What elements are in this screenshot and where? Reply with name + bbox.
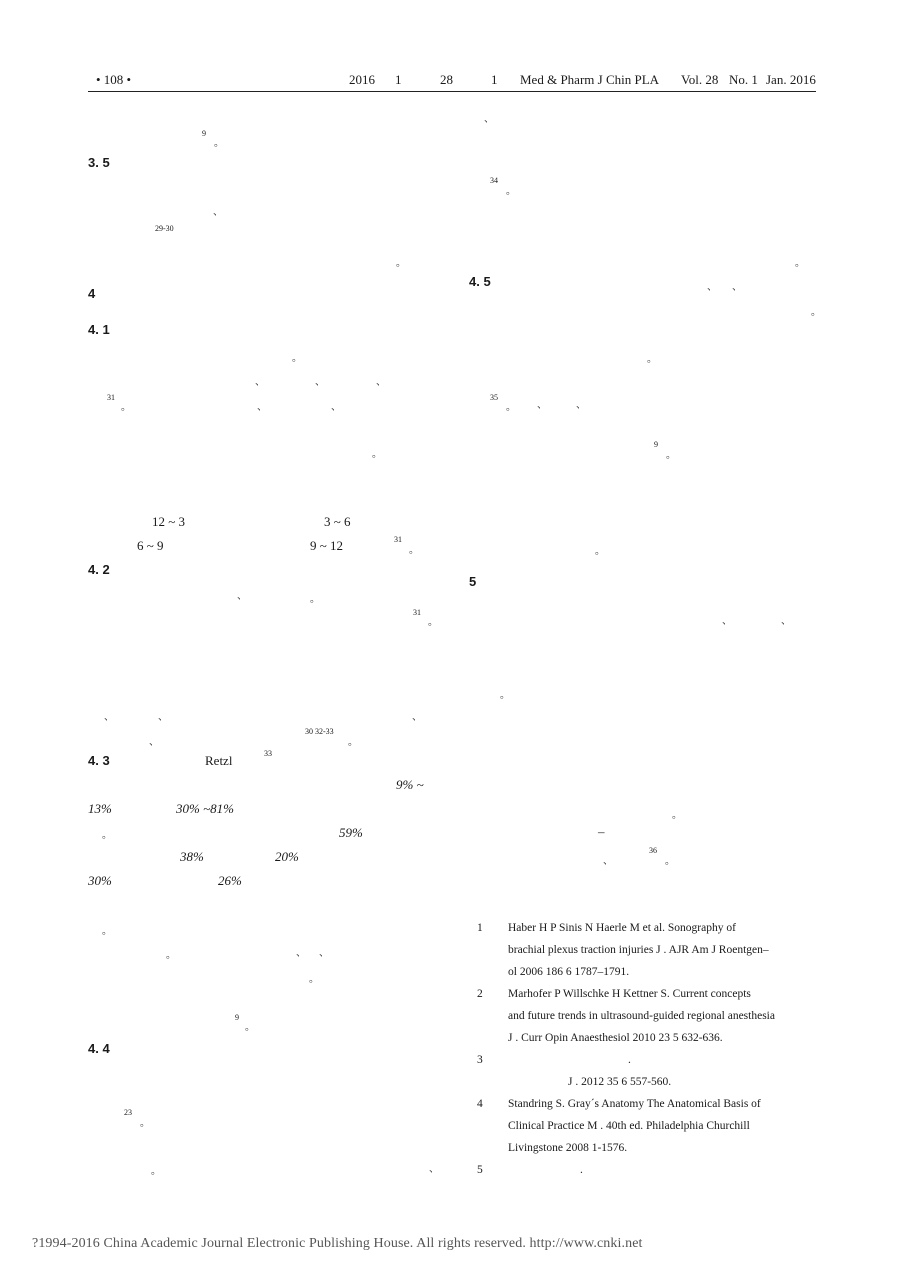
enumeration-mark: 、: [781, 616, 791, 627]
period-mark: 。: [292, 353, 302, 364]
reference-line: J . 2012 35 6 557-560.: [568, 1076, 672, 1088]
header-year: 2016: [349, 72, 375, 87]
reference-number: 5: [477, 1164, 483, 1176]
enumeration-mark: 、: [484, 114, 494, 125]
percentage: 20%: [275, 849, 299, 864]
enumeration-mark: 、: [722, 616, 732, 627]
reference-line: Haber H P Sinis N Haerle M et al. Sonography of: [508, 922, 736, 934]
section-heading-5: 5: [469, 574, 477, 589]
journal-volume: Vol. 28: [681, 72, 719, 87]
period-mark: 。: [811, 307, 821, 318]
period-mark: 。: [500, 690, 510, 701]
period-mark: 。: [396, 258, 406, 269]
header-num: 1: [491, 72, 498, 87]
period-mark: 。: [348, 737, 358, 748]
section-heading-4-5: 4. 5: [469, 274, 491, 289]
enumeration-mark: 、: [319, 948, 329, 959]
reference-number: 3: [477, 1054, 483, 1066]
reference-line: Livingstone 2008 1-1576.: [508, 1142, 628, 1154]
clock-position-12-3: 12 ~ 3: [152, 514, 186, 529]
reference-number: 2: [477, 988, 483, 1000]
period-mark: 。: [245, 1022, 255, 1033]
period-mark: 。: [151, 1166, 161, 1177]
reference-line: .: [628, 1054, 631, 1066]
citation: 30 32-33: [305, 727, 334, 736]
dash-mark: –: [598, 824, 605, 839]
copyright-footer: ?1994-2016 China Academic Journal Electronic Publishing House. All rights reserved. http://www.cnki.net: [32, 1236, 643, 1251]
enumeration-mark: 、: [257, 402, 267, 413]
enumeration-mark: 、: [732, 282, 742, 293]
enumeration-mark: 、: [603, 856, 613, 867]
clock-position-6-9: 6 ~ 9: [137, 538, 164, 553]
enumeration-mark: 、: [296, 948, 306, 959]
percentage: 38%: [180, 849, 204, 864]
reference-line: Clinical Practice M . 40th ed. Philadelphia Churchill: [508, 1120, 750, 1132]
percentage: 26%: [218, 873, 242, 888]
enumeration-mark: 、: [237, 591, 247, 602]
period-mark: 。: [372, 449, 382, 460]
reference-number: 1: [477, 922, 483, 934]
period-mark: 。: [310, 594, 320, 605]
percentage: 30% ~81%: [176, 801, 234, 816]
period-mark: 。: [409, 545, 419, 556]
clock-position-9-12: 9 ~ 12: [310, 538, 344, 553]
percentage: 30%: [88, 873, 112, 888]
period-mark: 。: [647, 354, 657, 365]
enumeration-mark: 、: [149, 737, 159, 748]
period-mark: 。: [506, 186, 516, 197]
reference-line: Marhofer P Willschke H Kettner S. Current concepts: [508, 988, 751, 1000]
header-volume: 28: [440, 72, 453, 87]
enumeration-mark: 、: [158, 712, 168, 723]
citation: 35: [490, 393, 498, 402]
reference-line: .: [580, 1164, 583, 1176]
section-heading-4-1: 4. 1: [88, 322, 110, 337]
journal-number: No. 1: [729, 72, 758, 87]
percentage: 59%: [339, 825, 363, 840]
period-mark: 。: [140, 1118, 150, 1129]
citation: 31: [107, 393, 115, 402]
reference-line: Standring S. Gray´s Anatomy The Anatomical Basis of: [508, 1098, 761, 1110]
clock-position-3-6: 3 ~ 6: [324, 514, 351, 529]
citation: 9: [654, 440, 658, 449]
period-mark: 。: [665, 856, 675, 867]
reference-line: and future trends in ultrasound-guided regional anesthesia: [508, 1010, 775, 1022]
period-mark: 。: [428, 617, 438, 628]
journal-name: Med & Pharm J Chin PLA: [520, 72, 660, 87]
period-mark: 。: [121, 402, 131, 413]
period-mark: 。: [795, 258, 805, 269]
section-heading-4: 4: [88, 286, 96, 301]
period-mark: 。: [309, 974, 319, 985]
enumeration-mark: 、: [537, 400, 547, 411]
enumeration-mark: 、: [331, 402, 341, 413]
period-mark: 。: [666, 450, 676, 461]
percentage: 13%: [88, 801, 112, 816]
percentage: 9% ~: [396, 777, 424, 792]
header-issue: 1: [395, 72, 402, 87]
enumeration-mark: 、: [707, 282, 717, 293]
header-rule: [88, 91, 816, 92]
citation: 36: [649, 846, 657, 855]
citation: 9: [235, 1013, 239, 1022]
enumeration-mark: 、: [315, 377, 325, 388]
journal-date: Jan. 2016: [766, 72, 816, 87]
citation: 9: [202, 129, 206, 138]
period-mark: 。: [214, 138, 224, 149]
enumeration-mark: 、: [213, 207, 223, 218]
enumeration-mark: 、: [104, 712, 114, 723]
period-mark: 。: [102, 926, 112, 937]
citation: 31: [394, 535, 402, 544]
page-number: • 108 •: [96, 72, 132, 87]
citation: 23: [124, 1108, 132, 1117]
citation: 34: [490, 176, 498, 185]
citation: 33: [264, 749, 272, 758]
reference-line: ol 2006 186 6 1787–1791.: [508, 966, 630, 978]
reference-line: J . Curr Opin Anaesthesiol 2010 23 5 632-636.: [508, 1032, 723, 1044]
section-heading-3-5: 3. 5: [88, 155, 110, 170]
enumeration-mark: 、: [376, 377, 386, 388]
period-mark: 。: [595, 546, 605, 557]
author-retzl: Retzl: [205, 753, 233, 768]
enumeration-mark: 、: [255, 377, 265, 388]
period-mark: 。: [102, 830, 112, 841]
enumeration-mark: 、: [576, 400, 586, 411]
enumeration-mark: 、: [412, 712, 422, 723]
section-heading-4-3: 4. 3: [88, 753, 110, 768]
section-heading-4-2: 4. 2: [88, 562, 110, 577]
enumeration-mark: 、: [429, 1164, 439, 1175]
reference-line: brachial plexus traction injuries J . AJR Am J Roentgen–: [508, 944, 769, 956]
period-mark: 。: [166, 950, 176, 961]
period-mark: 。: [506, 402, 516, 413]
section-heading-4-4: 4. 4: [88, 1041, 110, 1056]
reference-number: 4: [477, 1098, 483, 1110]
citation: 29-30: [155, 224, 174, 233]
period-mark: 。: [672, 810, 682, 821]
citation: 31: [413, 608, 421, 617]
